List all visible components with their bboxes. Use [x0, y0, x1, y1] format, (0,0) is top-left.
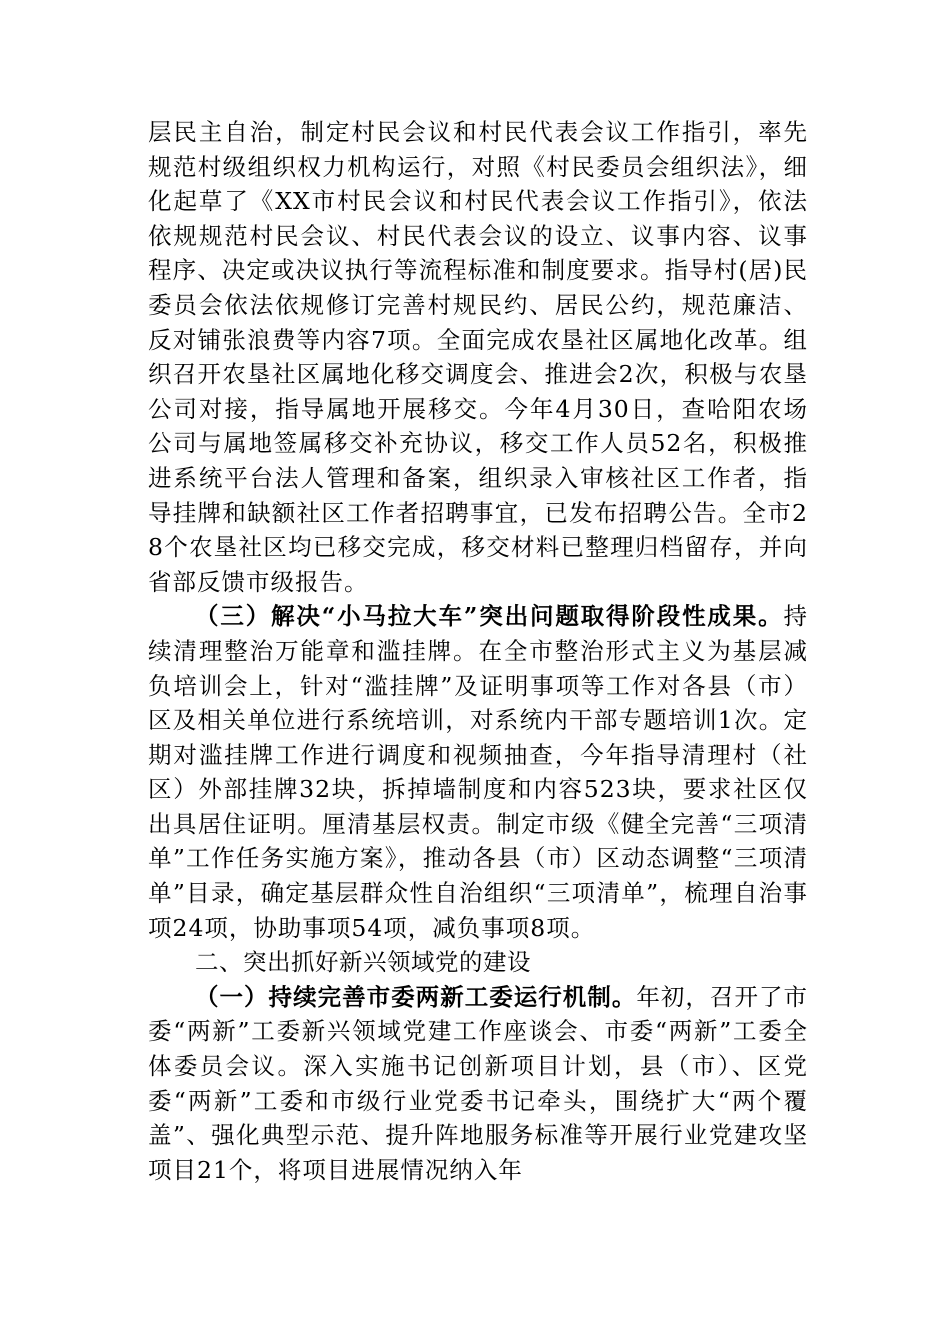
paragraph-grassroots-autonomy: 层民主自治，制定村民会议和村民代表会议工作指引，率先规范村级组织权力机构运行，对照《村民委员会组织法》，细化起草了《XX市村民会议和村民代表会议工作指引》，依法依规规范村民会议、村民代表会议的设立、议事内容、议事程序、决定或决议执行等流程标准和制度要求。指导村(居)民委员会依法依规修订完善村规民约、居民公约，规范廉洁、反对铺张浪费等内容7项。全面完成农垦社区属地化改革。组织召开农垦社区属地化移交调度会、推进会2次，积极与农垦公司对接，指导属地开展移交。今年4月30日，查哈阳农场公司与属地签属移交补充协议，移交工作人员52名，积极推进系统平台法人管理和备案，组织录入审核社区工作者，指导挂牌和缺额社区工作者招聘事宜，已发布招聘公告。全市28个农垦社区均已移交完成，移交材料已整理归档留存，并向省部反馈市级报告。	[148, 118, 808, 596]
paragraph-part-2-sub-1	[148, 980, 808, 1188]
part-2-sub-1-heading: （一）持续完善市委两新工委运行机制。	[195, 982, 637, 1011]
section-3-body: 持续清理整治万能章和滥挂牌。在全市整治形式主义为基层减负培训会上，针对“滥挂牌”及证明事项等工作对各县（市）区及相关单位进行系统培训，对系统内干部专题培训1次。定期对滥挂牌工作进行调度和视频抽查，今年指导清理村（社区）外部挂牌32块，拆掉墙制度和内容523块，要求社区仅出具居住证明。厘清基层权责。制定市级《健全完善“三项清单”工作任务实施方案》，推动各县（市）区动态调整“三项清单”目录，确定基层群众性自治组织“三项清单”，梳理自治事项24项，协助事项54项，减负事项8项。	[148, 602, 808, 942]
paragraph-section-3	[148, 599, 808, 945]
part-2-heading: 二、突出抓好新兴领域党的建设	[195, 948, 531, 977]
part-2-sub-1-body: 年初，召开了市委“两新”工委新兴领域党建工作座谈会、市委“两新”工委全体委员会议。深入实施书记创新项目计划，县（市）、区党委“两新”工委和市级行业党委书记牵头，围绕扩大“两个覆盖”、强化典型示范、提升阵地服务标准等开展行业党建攻坚项目21个，将项目进展情况纳入年	[148, 982, 808, 1184]
document-body	[148, 115, 808, 1187]
section-3-heading: （三）解决“小马拉大车”突出问题取得阶段性成果。	[195, 602, 784, 631]
